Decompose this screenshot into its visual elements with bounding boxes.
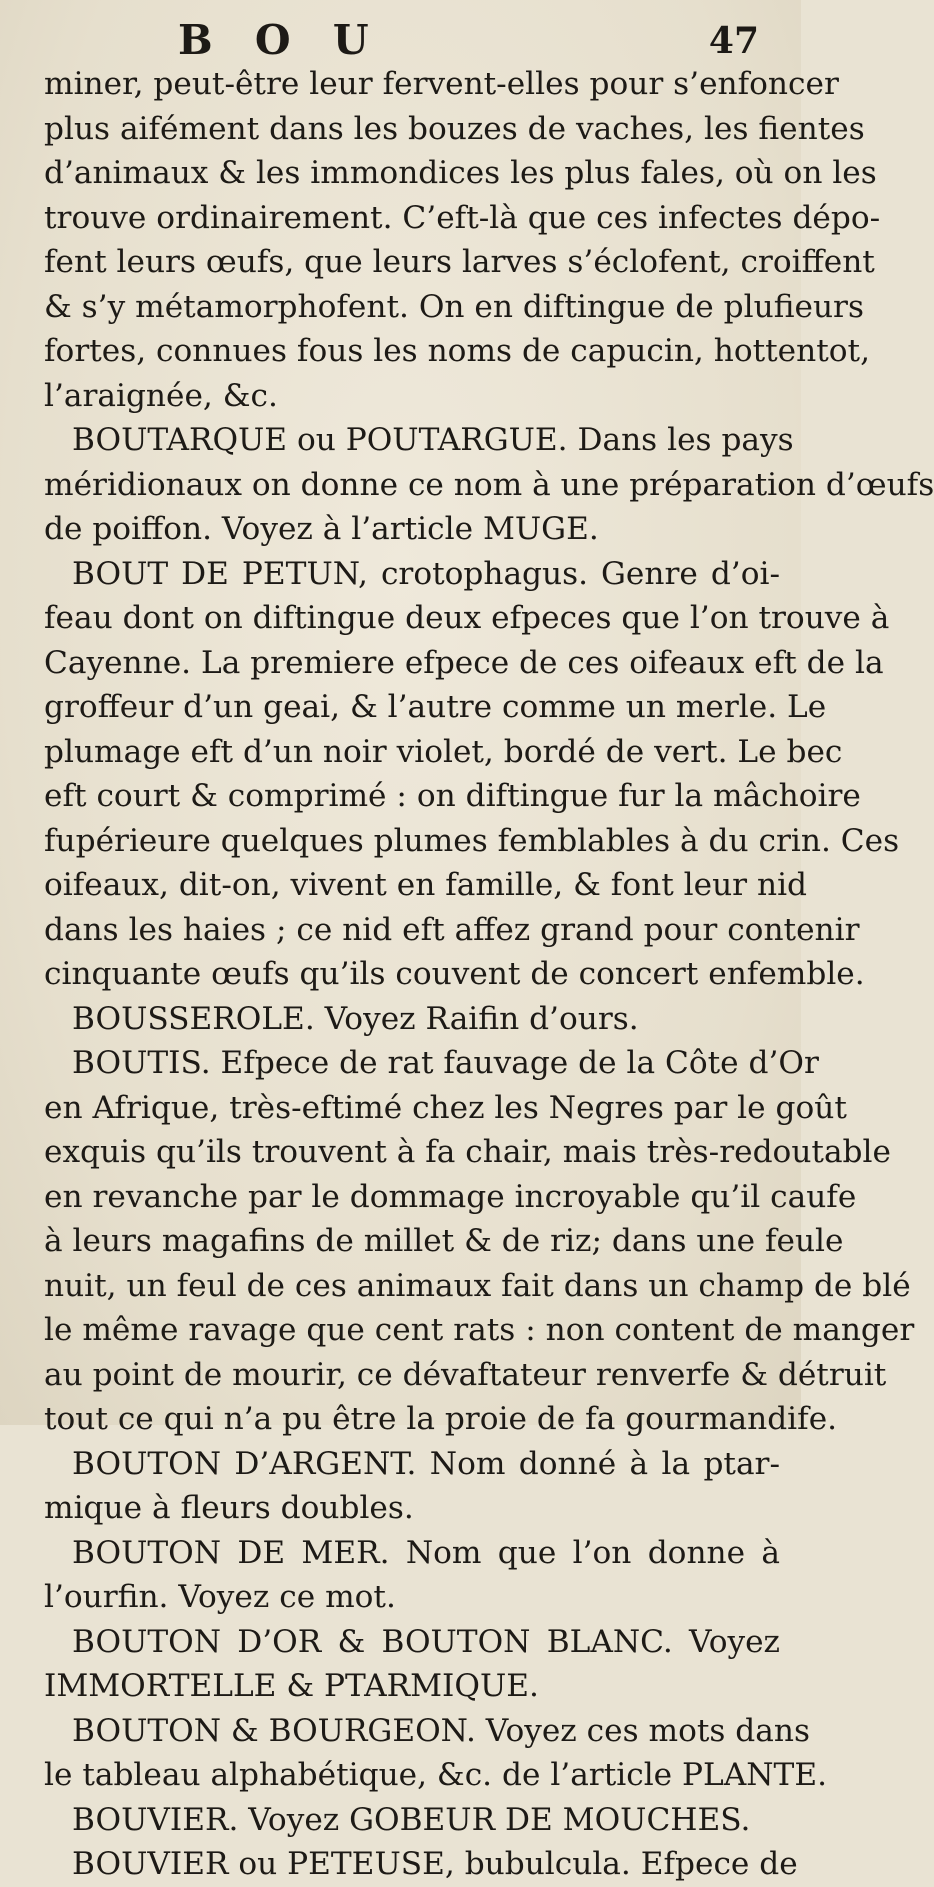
text-line: à leurs magafins de millet & de riz; dans une feule [44, 1223, 844, 1259]
text-line: mique à fleurs doubles. [44, 1490, 414, 1526]
text-line: plus aifément dans les bouzes de vaches, les fientes [44, 110, 865, 147]
text-line: trouve ordinairement. C’eft-là que ces infectes dépo- [44, 199, 881, 236]
entry-first-line: BOUTON D’ARGENT. Nom donné à la ptar- [72, 1445, 780, 1482]
text-line: d’animaux & les immondices les plus fales, où on les [44, 155, 877, 191]
text-line: méridionaux on donne ce nom à une préparation d’œufs [44, 466, 934, 503]
text-line: Cayenne. La premiere efpece de ces oifeaux eft de la [44, 644, 884, 681]
text-line: en revanche par le dommage incroyable qu’il caufe [44, 1178, 857, 1215]
entry-first-line: BOUTARQUE ou POUTARGUE. Dans les pays [72, 422, 794, 458]
text-line: dans les haies ; ce nid eft affez grand pour contenir [44, 911, 860, 948]
text-line: oifeaux, dit-on, vivent en famille, & font leur nid [44, 867, 808, 903]
entry-first-line: BOUVIER. Voyez GOBEUR DE MOUCHES. [72, 1801, 751, 1838]
entry-first-line: BOUT DE PETUN, crotophagus. Genre d’oi- [72, 555, 780, 592]
text-line: eft court & comprimé : on diftingue fur la mâchoire [44, 778, 861, 814]
text-line: & s’y métamorphofent. On en diftingue de plufieurs [44, 288, 864, 325]
text-line: nuit, un feul de ces animaux fait dans un champ de blé [44, 1267, 911, 1304]
text-line: plumage eft d’un noir violet, bordé de vert. Le bec [44, 733, 843, 770]
entry-first-line: BOUVIER ou PETEUSE, bubulcula. Efpece de [72, 1846, 798, 1882]
entry-first-line: BOUTON & BOURGEON. Voyez ces mots dans [72, 1712, 810, 1749]
text-line: le même ravage que cent rats : non content de manger [44, 1312, 915, 1348]
text-line: au point de mourir, ce dévaftateur renverfe & détruit [44, 1356, 887, 1393]
page-body-text [44, 62, 934, 1887]
entry-first-line: BOUTON D’OR & BOUTON BLANC. Voyez [72, 1623, 780, 1660]
page-header [0, 14, 801, 62]
text-line: l’ourfin. Voyez ce mot. [44, 1579, 396, 1615]
entry-first-line: BOUSSEROLE. Voyez Raifin d’ours. [72, 1000, 639, 1037]
running-head: B O U [178, 16, 383, 64]
text-line: cinquante œufs qu’ils couvent de concert enfemble. [44, 956, 865, 992]
text-line: tout ce qui n’a pu être la proie de fa gourmandife. [44, 1401, 838, 1437]
text-line: fupérieure quelques plumes femblables à du crin. Ces [44, 822, 900, 859]
entry-first-line: BOUTON DE MER. Nom que l’on donne à [72, 1534, 780, 1571]
text-line: IMMORTELLE & PTARMIQUE. [44, 1668, 539, 1704]
text-line: l’araignée, &c. [44, 377, 278, 414]
text-line: en Afrique, très-eftimé chez les Negres par le goût [44, 1089, 847, 1126]
entry-first-line: BOUTIS. Efpece de rat fauvage de la Côte d’Or [72, 1045, 819, 1081]
text-line: miner, peut-être leur fervent-elles pour s’enfoncer [44, 66, 839, 102]
text-line: de poiffon. Voyez à l’article MUGE. [44, 511, 599, 547]
page-number: 47 [708, 20, 759, 62]
text-line: fent leurs œufs, que leurs larves s’éclofent, croiffent [44, 244, 875, 280]
text-line: feau dont on diftingue deux efpeces que l’on trouve à [44, 600, 890, 636]
text-line: groffeur d’un geai, & l’autre comme un merle. Le [44, 689, 827, 725]
text-line: exquis qu’ils trouvent à fa chair, mais très-redoutable [44, 1134, 891, 1170]
text-line: fortes, connues fous les noms de capucin, hottentot, [44, 333, 870, 369]
text-line: le tableau alphabétique, &c. de l’article PLANTE. [44, 1757, 828, 1793]
